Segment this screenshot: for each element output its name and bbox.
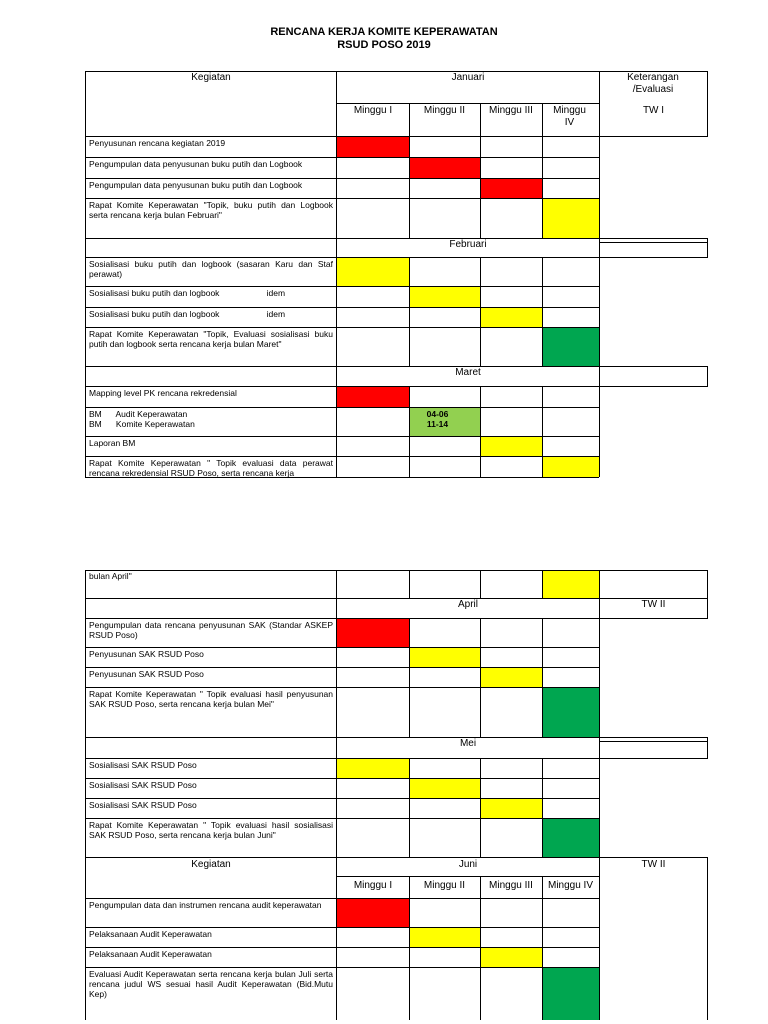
date-label: 11-14 (426, 419, 449, 429)
quarter-label-tw2: TW II (641, 859, 666, 870)
activity-text: Pengumpulan data penyusunan buku putih dan Logbook (89, 159, 303, 169)
table-border (85, 570, 86, 1020)
table-border (542, 257, 543, 366)
status-cell-a12 (542, 456, 599, 477)
header-minggu-3: Minggu III (489, 105, 533, 116)
header-minggu-4: Minggu IV (553, 105, 586, 128)
activity-text: BM Komite Keperawatan (89, 419, 195, 429)
status-cell-a6 (409, 286, 480, 307)
header-minggu-3: Minggu III (489, 880, 533, 891)
table-border (85, 798, 599, 799)
table-border (85, 327, 599, 328)
table-border (409, 758, 410, 857)
table-border (336, 570, 337, 1020)
table-border (85, 386, 708, 387)
table-border (85, 257, 708, 258)
status-cell-a4 (542, 198, 599, 238)
activity-text: Sosialisasi SAK RSUD Poso (89, 800, 197, 810)
status-cell-b6 (409, 778, 480, 798)
table-border (480, 386, 481, 477)
month-header-maret: Maret (455, 367, 481, 378)
header-keterangan: Keterangan /Evaluasi (627, 72, 679, 95)
activity-text: Rapat Komite Keperawatan "Topik, buku putih dan Logbook serta rencana kerja bulan Februari" (89, 200, 333, 220)
activity-text: Penyusunan SAK RSUD Poso (89, 669, 204, 679)
activity-text: Rapat Komite Keperawatan " Topik evaluasi hasil penyusunan SAK RSUD Poso, serta rencana kerja bulan Mei" (89, 689, 333, 709)
activity-text: Mapping level PK rencana rekredensial (89, 388, 237, 398)
activity-text: Sosialisasi buku putih dan logbook idem (89, 288, 286, 298)
table-border (409, 386, 410, 477)
status-cell-a12-cont (542, 570, 599, 598)
activity-text: Pengumpulan data penyusunan buku putih dan Logbook (89, 180, 303, 190)
activity-text: Pelaksanaan Audit Keperawatan (89, 949, 212, 959)
activity-text-continued: bulan April" (89, 571, 132, 581)
table-border (85, 157, 599, 158)
table-border (480, 618, 481, 737)
table-border (85, 857, 708, 858)
status-cell-c1 (337, 898, 409, 927)
status-cell-a8 (542, 327, 599, 366)
table-border (85, 286, 599, 287)
activity-text: Sosialisasi SAK RSUD Poso (89, 780, 197, 790)
activity-text: Evaluasi Audit Keperawatan serta rencana kerja bulan Juli serta rencana judul WS sesuai hasil Audit Keperawatan (Bid.Mutu Kep) (89, 969, 333, 999)
table-border (85, 927, 599, 928)
status-cell-b5 (337, 758, 409, 778)
table-border (409, 618, 410, 737)
document-title-line1: RENCANA KERJA KOMITE KEPERAWATAN (270, 26, 498, 38)
table-border (542, 103, 543, 238)
table-border (599, 71, 600, 477)
table-border (599, 570, 600, 1020)
table-border (85, 198, 599, 199)
status-cell-a2 (409, 157, 480, 178)
table-border (85, 818, 599, 819)
status-cell-c3 (480, 947, 542, 967)
status-cell-a5 (337, 257, 409, 286)
activity-text: Laporan BM (89, 438, 136, 448)
month-header-april: April (457, 599, 478, 610)
table-border (85, 136, 708, 137)
table-border (85, 687, 599, 688)
activity-text: Pengumpulan data rencana penyusunan SAK (Standar ASKEP RSUD Poso) (89, 620, 333, 640)
status-cell-b8 (542, 818, 599, 857)
table-border (409, 103, 410, 238)
table-border (85, 778, 599, 779)
table-border (85, 407, 599, 408)
table-border (480, 103, 481, 238)
month-header-juni: Juni (458, 859, 478, 870)
table-border (85, 307, 599, 308)
status-cell-a3 (480, 178, 542, 198)
status-cell-a1 (337, 136, 409, 157)
table-border (85, 477, 599, 478)
table-border (542, 386, 543, 477)
month-header-januari: Januari (451, 72, 485, 83)
table-border (542, 570, 543, 598)
table-border (599, 741, 707, 742)
header-minggu-1: Minggu I (353, 880, 393, 891)
table-border (85, 647, 599, 648)
table-border (85, 618, 708, 619)
table-border (85, 667, 599, 668)
activity-text: Sosialisasi buku putih dan logbook (sasaran Karu dan Staf perawat) (89, 259, 333, 279)
status-cell-a9 (337, 386, 409, 407)
status-cell-a7 (480, 307, 542, 327)
activity-text: Penyusunan SAK RSUD Poso (89, 649, 204, 659)
table-border (599, 242, 707, 243)
table-border (85, 967, 599, 968)
activity-text: Rapat Komite Keperawatan "Topik, Evaluasi sosialisasi buku putih dan logbook serta rencana kerja bulan Maret" (89, 329, 333, 349)
status-cell-b4 (542, 687, 599, 737)
table-border (85, 456, 599, 457)
table-border (480, 758, 481, 857)
activity-text: Pengumpulan data dan instrumen rencana audit keperawatan (89, 900, 322, 910)
table-border (336, 71, 337, 477)
table-border (85, 178, 599, 179)
activity-text: BM Audit Keperawatan (89, 409, 188, 419)
table-border (542, 618, 543, 737)
activity-text: Pelaksanaan Audit Keperawatan (89, 929, 212, 939)
header-kegiatan: Kegiatan (191, 859, 231, 870)
table-border (336, 876, 599, 877)
status-cell-b3 (480, 667, 542, 687)
table-border (336, 103, 599, 104)
status-cell-a11 (480, 436, 542, 456)
date-label: 04-06 (426, 409, 449, 419)
table-border (480, 570, 481, 598)
table-border (85, 71, 86, 477)
header-minggu-2: Minggu II (423, 105, 466, 116)
month-header-februari: Februari (449, 239, 487, 250)
table-border (707, 570, 708, 618)
table-border (707, 857, 708, 1020)
document-title-line2: RSUD POSO 2019 (337, 39, 431, 51)
status-cell-b1 (337, 618, 409, 647)
table-border (85, 947, 599, 948)
month-header-mei: Mei (459, 738, 477, 749)
table-border (409, 257, 410, 366)
header-minggu-4: Minggu IV (547, 880, 594, 891)
table-border (85, 898, 599, 899)
header-minggu-2: Minggu II (423, 880, 466, 891)
table-border (85, 758, 708, 759)
table-border (707, 238, 708, 257)
status-cell-c2 (409, 927, 480, 947)
table-border (707, 737, 708, 758)
table-border (85, 436, 599, 437)
header-kegiatan: Kegiatan (191, 72, 231, 83)
quarter-label-tw2: TW II (641, 599, 666, 610)
activity-text: Sosialisasi buku putih dan logbook idem (89, 309, 286, 319)
activity-text: Sosialisasi SAK RSUD Poso (89, 760, 197, 770)
activity-text: Rapat Komite Keperawatan " Topik evaluasi hasil sosialisasi SAK RSUD Poso, serta rencana kerja bulan Juni" (89, 820, 333, 840)
activity-text: Rapat Komite Keperawatan " Topik evaluasi data perawat rencana rekredensial RSUD Poso, serta rencana kerja (89, 458, 333, 477)
table-border (707, 366, 708, 386)
header-minggu-1: Minggu I (353, 105, 393, 116)
status-cell-c4 (542, 967, 599, 1020)
status-cell-b2 (409, 647, 480, 667)
table-border (480, 257, 481, 366)
quarter-label-tw1: TW I (642, 105, 665, 116)
table-border (707, 71, 708, 136)
activity-text: Penyusunan rencana kegiatan 2019 (89, 138, 226, 148)
table-border (409, 570, 410, 598)
status-cell-b7 (480, 798, 542, 818)
table-border (542, 758, 543, 857)
